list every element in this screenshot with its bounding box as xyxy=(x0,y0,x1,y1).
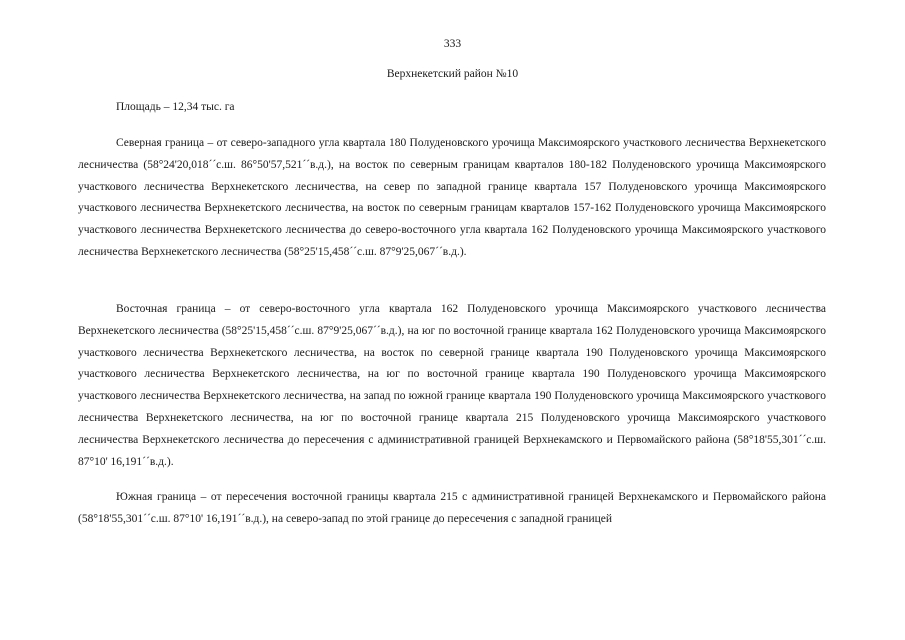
east-boundary-paragraph: Восточная граница – от северо-восточного угла квартала 162 Полуденовского урочища Максимоярского участкового лесничества Верхнекетского лесничества (58°25'15,458´´с.ш. 87°9'25,067´´в.д.), на юг по восточной границе квартала 162 Полуденовского урочища Максимоярского участкового лесничества Верхнекетского лесничества, на восток по северной границе квартала 190 Полуденовского урочища Максимоярского участкового лесничества Верхнекетского лесничества, на юг по восточной границе квартала 190 Полуденовского урочища Максимоярского участкового лесничества Верхнекетского лесничества, на запад по южной границе квартала 190 Полуденовского урочища Максимоярского участкового лесничества Верхнекетского лесничества, на юг по восточной границе квартала 215 Полуденовского урочища Максимоярского участкового лесничества Верхнекетского лесничества до пересечения с административной границей Верхнекамского и Первомайского района (58°18'55,301´´с.ш. 87°10' 16,191´´в.д.). xyxy=(78,303,826,468)
page-number: 333 xyxy=(443,38,462,50)
south-boundary-paragraph: Южная граница – от пересечения восточной границы квартала 215 с административной границей Верхнекамского и Первомайского района (58°18'55,301´´с.ш. 87°10' 16,191´´в.д.), на северо-запад по этой границе до пересечения с западной границей xyxy=(78,491,826,525)
document-title: Верхнекетский район №10 xyxy=(386,68,519,80)
north-boundary-paragraph: Северная граница – от северо-западного угла квартала 180 Полуденовского урочища Максимоярского участкового лесничества Верхнекетского лесничества (58°24'20,018´´с.ш. 86°50'57,521´´в.д.), на восток по северным границам кварталов 180-182 Полуденовского урочища Максимоярского участкового лесничества Верхнекетского лесничества, на север по западной границе квартала 157 Полуденовского урочища Максимоярского участкового лесничества Верхнекетского лесничества, на восток по северным границам кварталов 157-162 Полуденовского урочища Максимоярского участкового лесничества Верхнекетского лесничества до северо-восточного угла квартала 162 Полуденовского урочища Максимоярского участкового лесничества Верхнекетского лесничества (58°25'15,458´´с.ш. 87°9'25,067´´в.д.). xyxy=(78,137,826,258)
area-line: Площадь – 12,34 тыс. га xyxy=(116,101,235,113)
